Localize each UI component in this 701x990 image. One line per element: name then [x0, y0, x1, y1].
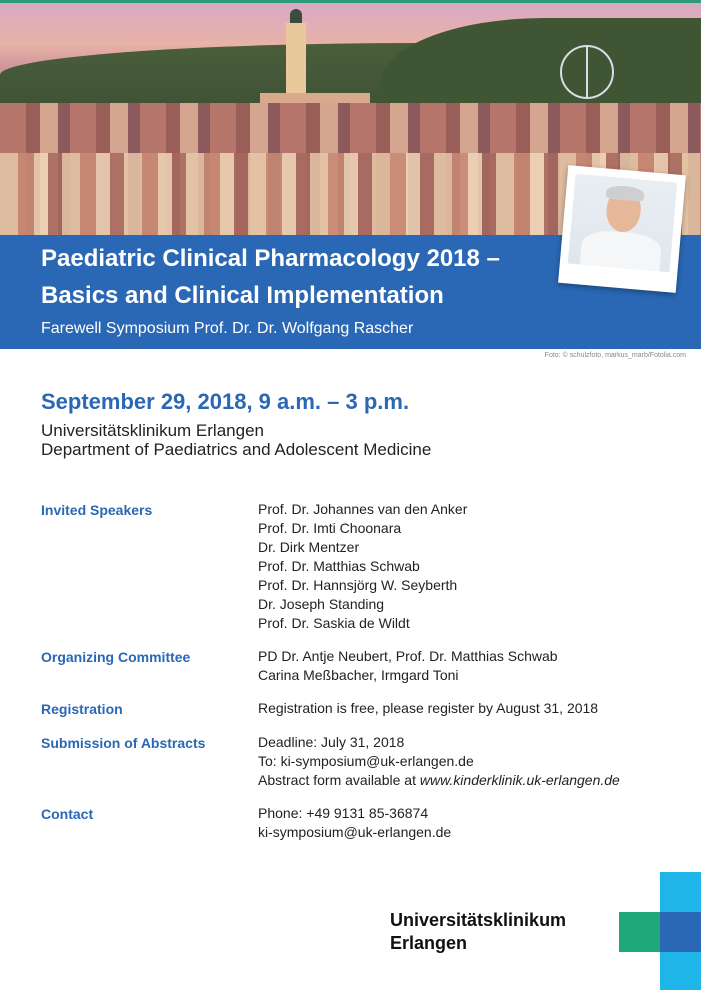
abstracts-form-link[interactable]: www.kinderklinik.uk-erlangen.de [419, 772, 620, 788]
logo-square-blue [660, 912, 701, 952]
list-item: Prof. Dr. Hannsjörg W. Seyberth [258, 577, 458, 593]
event-date: September 29, 2018, 9 a.m. – 3 p.m. [41, 389, 410, 414]
ferris-wheel-icon [560, 45, 614, 99]
abstracts-deadline: Deadline: July 31, 2018 [258, 734, 405, 750]
list-item: Prof. Dr. Saskia de Wildt [258, 615, 410, 631]
registration-text: Registration is free, please register by August 31, 2018 [258, 700, 599, 716]
institution-logo [390, 909, 566, 955]
page-title: Basics and Clinical Implementation [41, 282, 444, 309]
logo-text-line: Universitätsklinikum [390, 910, 567, 930]
logo-square-light-blue [660, 952, 701, 990]
committee-list [258, 647, 558, 685]
contact-email[interactable]: ki-symposium@uk-erlangen.de [258, 824, 452, 840]
venue-line: Universitätsklinikum Erlangen [41, 421, 264, 440]
event-venue [41, 421, 431, 459]
list-item: Carina Meßbacher, Irmgard Toni [258, 667, 459, 683]
logo-text-line: Erlangen [390, 933, 468, 953]
list-item: PD Dr. Antje Neubert, Prof. Dr. Matthias Schwab [258, 648, 558, 664]
section-label-abstracts: Submission of Abstracts [41, 735, 206, 751]
logo-square-green [619, 912, 660, 952]
page-subtitle: Farewell Symposium Prof. Dr. Dr. Wolfgang Rascher [41, 320, 414, 337]
list-item: Dr. Joseph Standing [258, 596, 385, 612]
list-item: Prof. Dr. Matthias Schwab [258, 558, 420, 574]
venue-line: Department of Paediatrics and Adolescent Medicine [41, 440, 432, 459]
abstracts-form-prefix: Abstract form available at [258, 772, 420, 788]
portrait-photo [568, 174, 677, 273]
portrait-photo-frame [558, 165, 686, 293]
list-item: Prof. Dr. Johannes van den Anker [258, 501, 468, 517]
list-item: Prof. Dr. Imti Choonara [258, 520, 402, 536]
speakers-list [258, 500, 467, 633]
photo-credit: Foto: © schulzfoto, markus_marb/Fotolia.com [544, 352, 686, 359]
section-label-speakers: Invited Speakers [41, 502, 153, 518]
list-item: Dr. Dirk Mentzer [258, 539, 360, 555]
section-label-contact: Contact [41, 806, 94, 822]
page-title: Paediatric Clinical Pharmacology 2018 – [41, 245, 500, 272]
section-label-registration: Registration [41, 701, 123, 717]
abstracts-email[interactable]: To: ki-symposium@uk-erlangen.de [258, 753, 474, 769]
portrait-coat [579, 229, 662, 273]
contact-details [258, 804, 451, 842]
section-label-committee: Organizing Committee [41, 649, 191, 665]
abstracts-details [258, 733, 620, 790]
contact-phone: Phone: +49 9131 85-36874 [258, 805, 429, 821]
logo-square-light-blue [660, 872, 701, 912]
abstracts-form-line [258, 771, 620, 790]
